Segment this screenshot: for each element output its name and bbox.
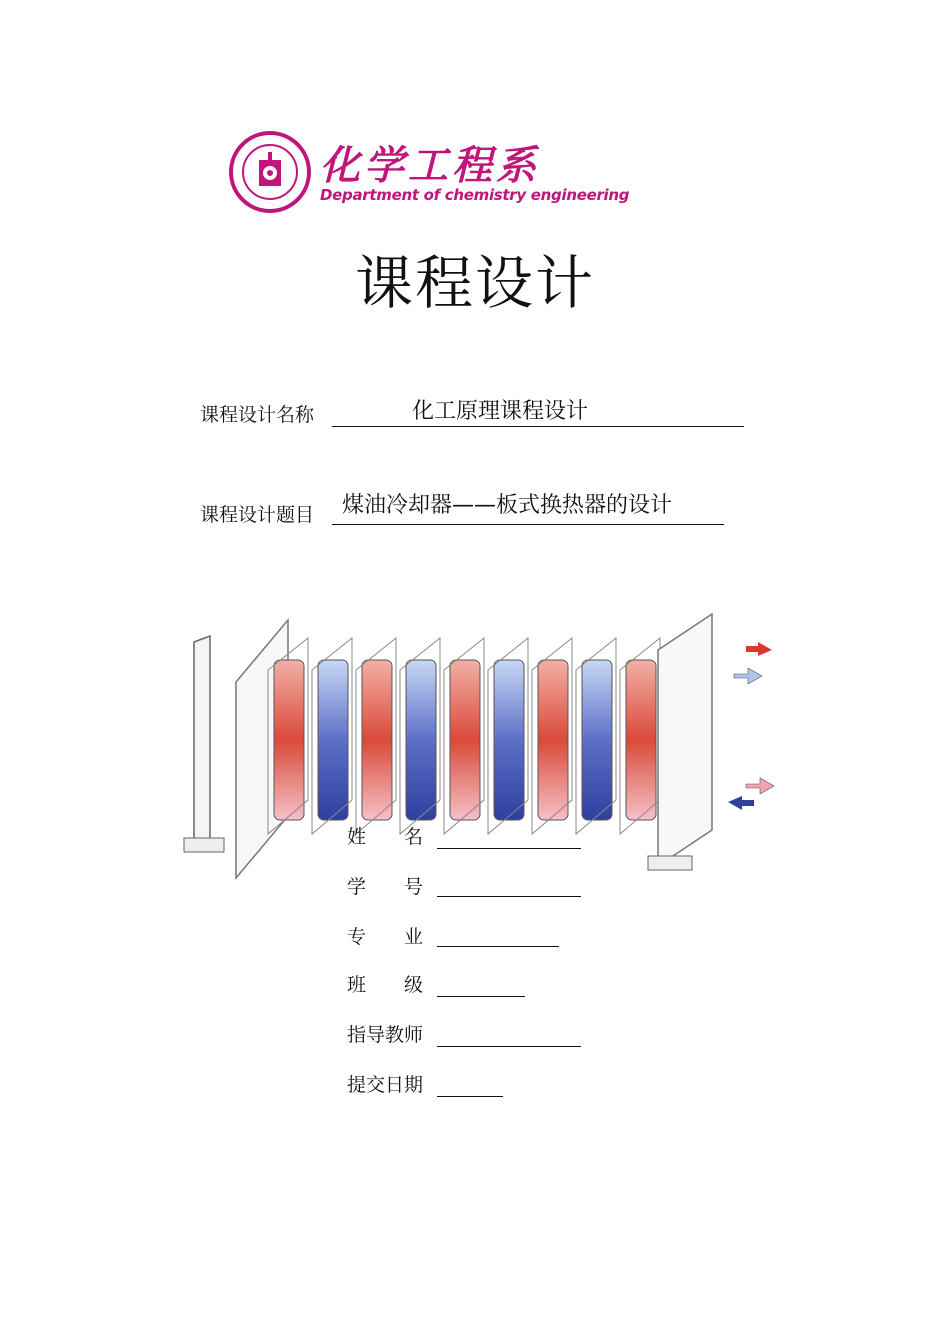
course-name-label: 课程设计名称 — [200, 404, 315, 426]
fixed-frame-plate — [194, 636, 210, 846]
plate-heat-exchanger-diagram — [148, 590, 784, 886]
cold-plate-1 — [318, 660, 348, 820]
course-topic-underline — [332, 524, 724, 525]
advisor-label: 指导教师 — [347, 1024, 424, 1046]
class-input-line[interactable] — [437, 996, 525, 997]
frame-foot-right — [648, 856, 692, 870]
department-name-en: Department of chemistry engineering — [320, 186, 630, 204]
document-title: 课程设计 — [354, 249, 595, 317]
course-topic-label: 课程设计题目 — [200, 504, 315, 526]
hot-plate-1 — [274, 660, 304, 820]
hot-plate-3 — [450, 660, 480, 820]
university-seal-icon — [228, 130, 312, 214]
hot-inlet-arrow — [746, 642, 772, 656]
cold-outlet-arrow — [734, 668, 762, 684]
course-name-value: 化工原理课程设计 — [412, 399, 589, 424]
name-input-line[interactable] — [437, 848, 581, 849]
student-id-label: 学 号 — [347, 876, 424, 898]
cold-plate-3 — [494, 660, 524, 820]
hot-plate-5 — [626, 660, 656, 820]
hot-plate-2 — [362, 660, 392, 820]
frame-foot-left — [184, 838, 224, 852]
name-label: 姓 名 — [347, 826, 424, 848]
advisor-input-line[interactable] — [437, 1046, 581, 1047]
class-label: 班 级 — [347, 974, 424, 996]
cold-plate-4 — [582, 660, 612, 820]
hot-plate-4 — [538, 660, 568, 820]
course-name-underline — [332, 426, 744, 427]
cold-plate-2 — [406, 660, 436, 820]
student-id-input-line[interactable] — [437, 896, 581, 897]
course-topic-value: 煤油冷却器——板式换热器的设计 — [342, 493, 673, 518]
hot-outlet-arrow — [746, 778, 774, 794]
department-logo — [228, 128, 630, 216]
submit-date-input-line[interactable] — [437, 1096, 503, 1097]
major-label: 专 业 — [347, 926, 424, 948]
end-frame-plate — [658, 614, 712, 866]
cold-inlet-arrow — [728, 796, 754, 810]
department-name-cn: 化学工程系 — [320, 143, 540, 189]
submit-date-label: 提交日期 — [347, 1074, 424, 1096]
major-input-line[interactable] — [437, 946, 559, 947]
